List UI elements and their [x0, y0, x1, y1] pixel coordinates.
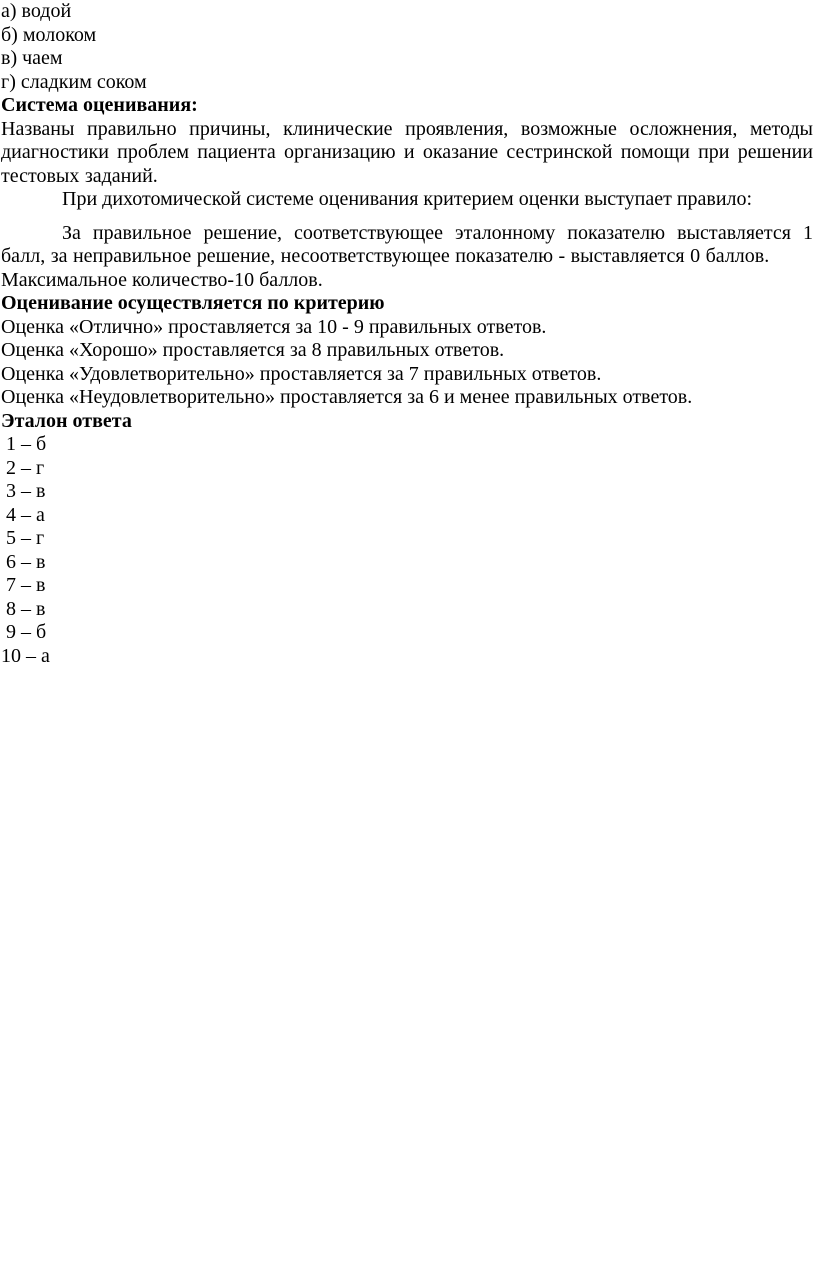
criteria-list [1, 316, 813, 410]
answer-key-item: 9 – б [1, 621, 47, 643]
answer-key-item: 7 – в [1, 574, 46, 596]
criteria-heading: Оценивание осуществляется по критерию [1, 292, 385, 314]
option-d: г) сладким соком [1, 70, 147, 93]
answer-options-list [1, 0, 813, 94]
option-c: в) чаем [1, 47, 63, 69]
answer-key-list [1, 433, 813, 668]
criteria-good: Оценка «Хорошо» проставляется за 8 правильных ответов. [1, 339, 505, 361]
answer-key-item: 10 – а [1, 644, 50, 667]
document-page [1, 0, 813, 668]
grading-paragraph: Названы правильно причины, клинические проявления, возможные осложнения, методы диагностики проблем пациента организацию и оказание сестринской помощи при решении тестовых заданий. [1, 117, 813, 187]
criteria-unsatisfactory: Оценка «Неудовлетворительно» проставляется за 6 и менее правильных ответов. [1, 386, 693, 408]
dichotomy-paragraph: При дихотомической системе оценивания критерием оценки выступает правило: [62, 188, 753, 210]
answer-key-heading: Эталон ответа [1, 409, 132, 432]
answer-key-item: 8 – в [1, 597, 46, 620]
answer-key-item: 3 – в [1, 480, 46, 502]
criteria-satisfactory: Оценка «Удовлетворительно» проставляется за 7 правильных ответов. [1, 362, 602, 385]
answer-key-item: 4 – а [1, 503, 45, 526]
option-a: а) водой [1, 0, 72, 22]
answer-key-item: 1 – б [1, 433, 47, 455]
answer-key-item: 6 – в [1, 550, 46, 573]
answer-key-item: 2 – г [1, 456, 45, 479]
option-b: б) молоком [1, 23, 97, 46]
max-score-line: Максимальное количество-10 баллов. [1, 268, 323, 291]
answer-key-item: 5 – г [1, 527, 45, 549]
grading-heading: Система оценивания: [1, 94, 198, 116]
criteria-excellent: Оценка «Отлично» проставляется за 10 - 9 правильных ответов. [1, 315, 547, 338]
rule-paragraph: За правильное решение, соответствующее эталонному показателю выставляется 1 балл, за неправильное решение, несоответствующее показателю - выставляется 0 баллов. [1, 221, 813, 267]
